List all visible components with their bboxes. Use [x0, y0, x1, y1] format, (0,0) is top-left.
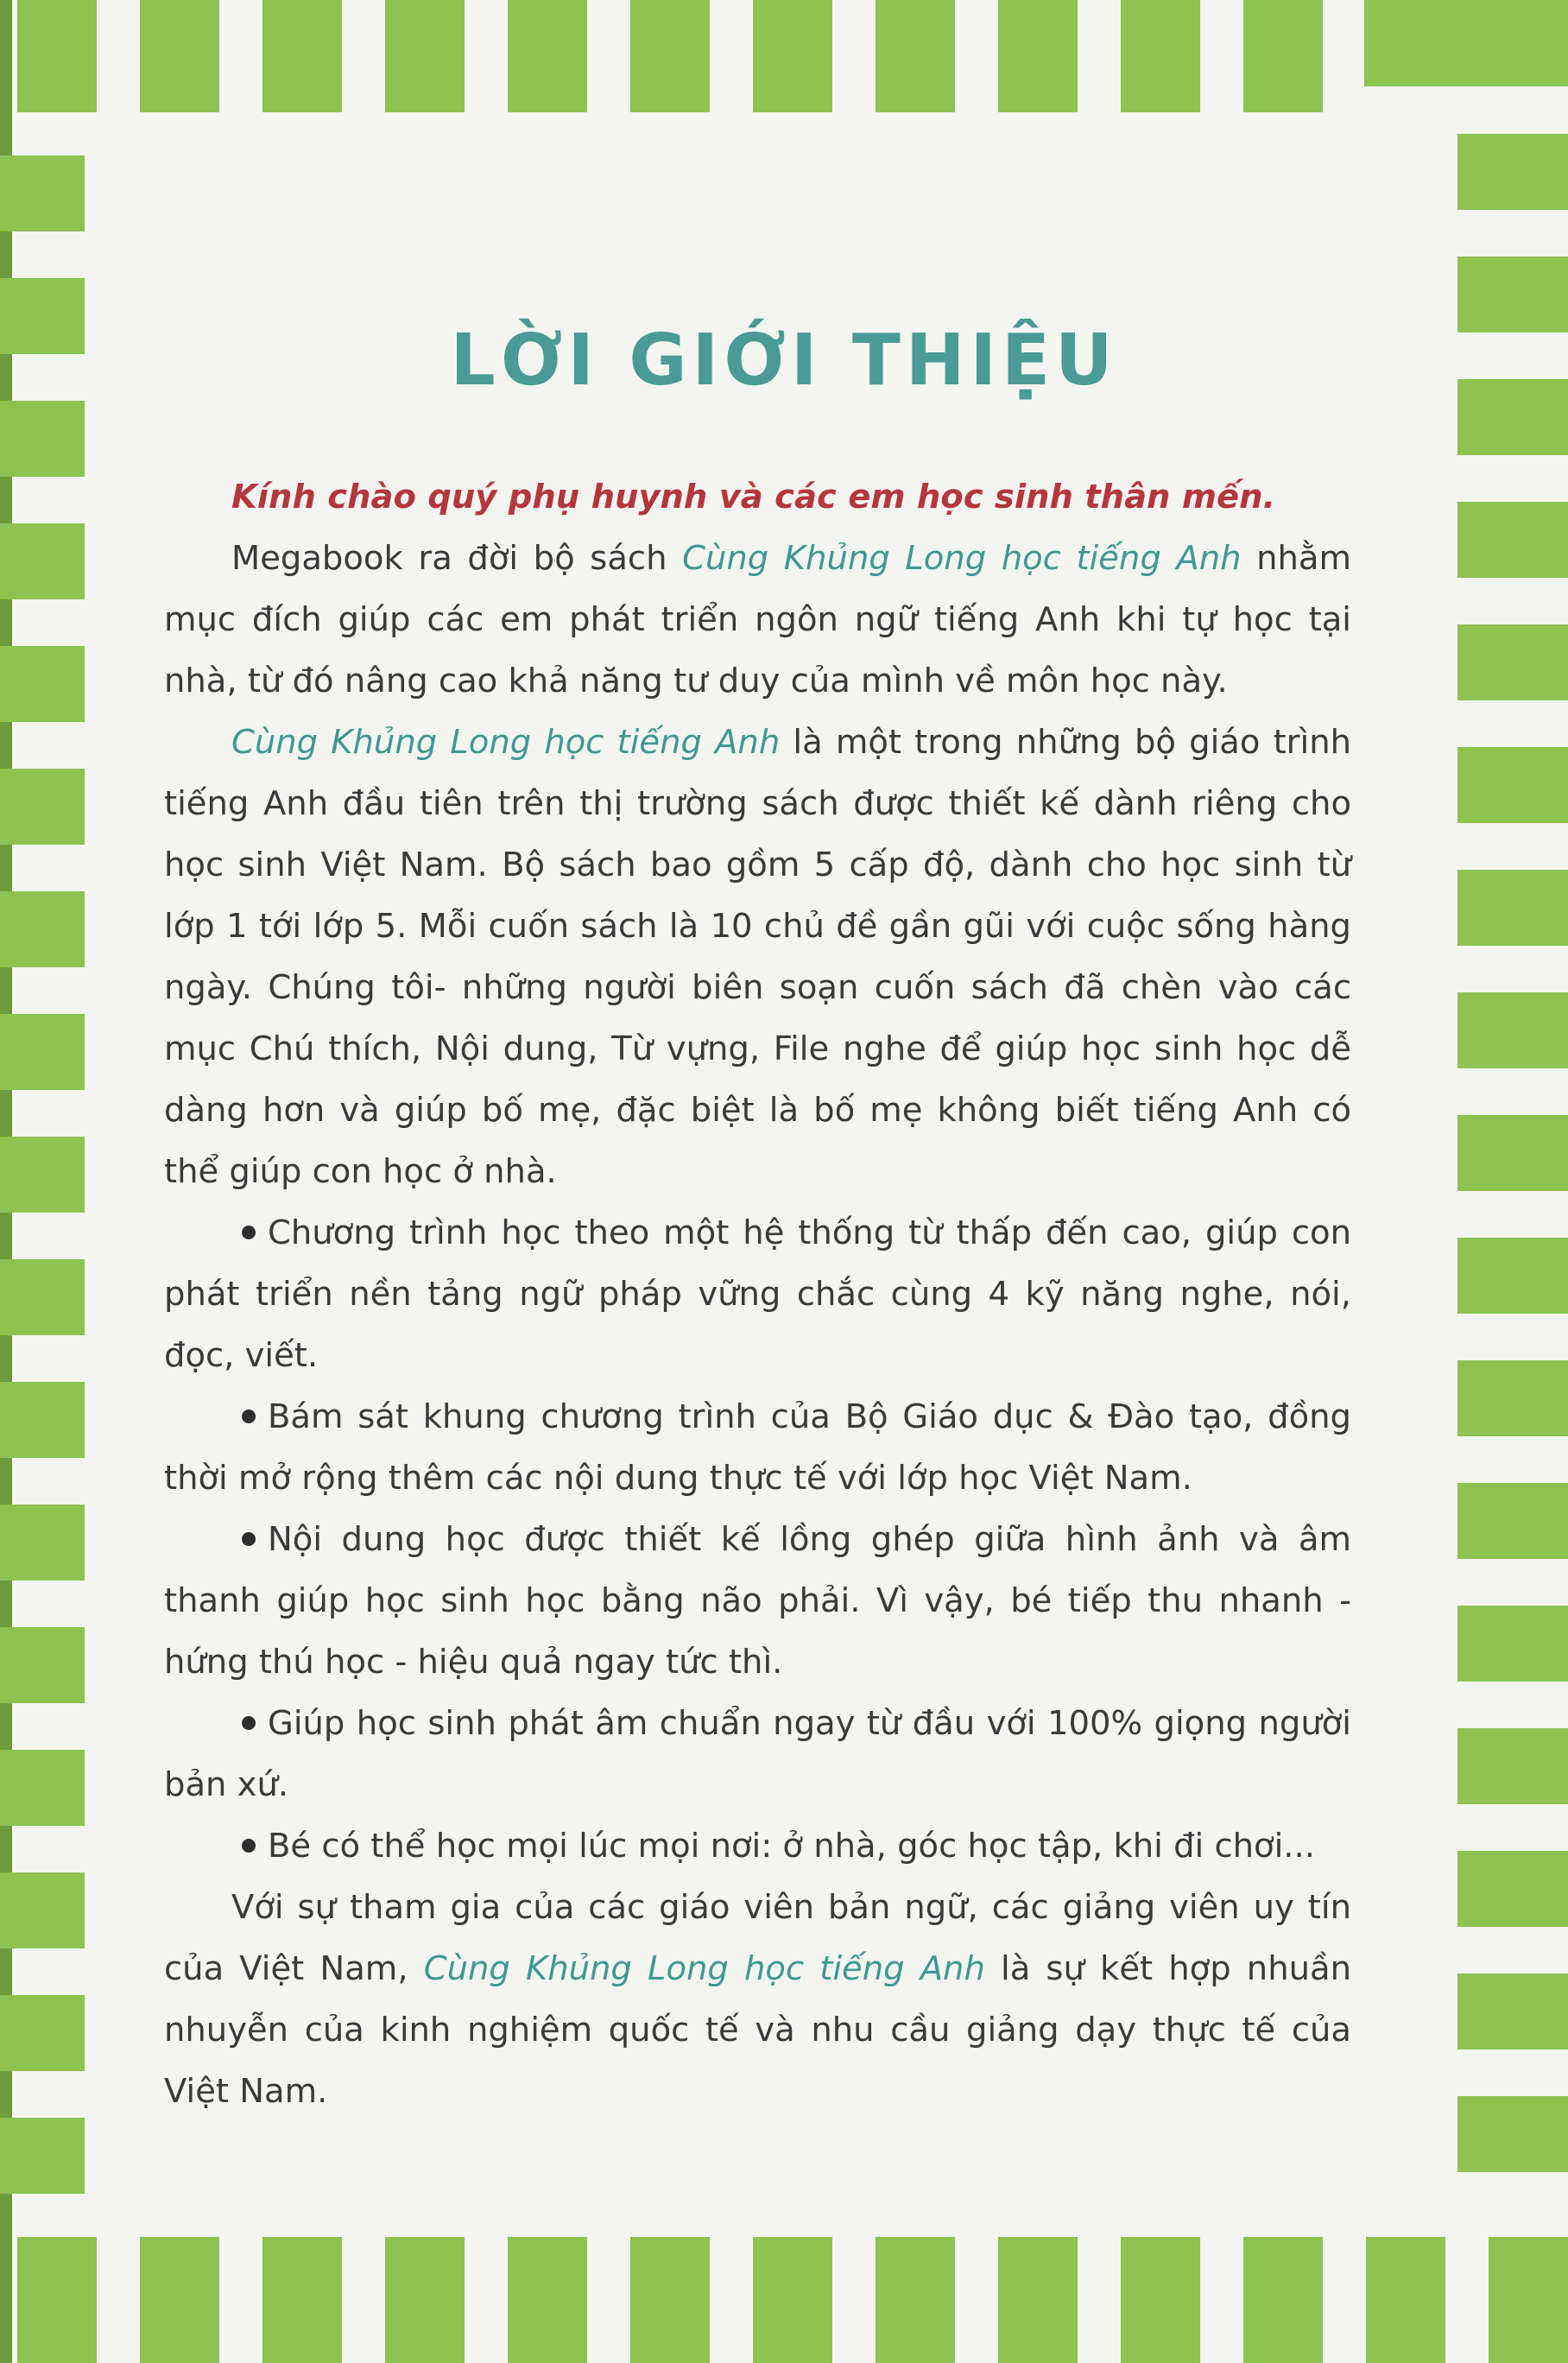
paragraph-intro-suffix: nhằm mục đích giúp các em phát triển ngôn ngữ tiếng Anh khi tự học tại nhà, từ đó nâng cao khả năng tư duy của mình về môn học này.	[164, 539, 1352, 700]
bullet-text: Giúp học sinh phát âm chuẩn ngay từ đầu với 100% giọng người bản xứ.	[164, 1704, 1351, 1804]
border-stripe-bottom	[753, 2237, 832, 2363]
border-stripe-left	[0, 1505, 85, 1581]
border-stripe-bottom	[385, 2237, 465, 2363]
border-stripe-left	[0, 769, 85, 845]
border-stripe-top	[753, 0, 832, 112]
border-stripe-right	[1457, 2096, 1568, 2172]
border-stripe-bottom	[262, 2237, 342, 2363]
border-stripe-left	[0, 1259, 85, 1335]
border-stripe-left	[0, 1014, 85, 1090]
paragraph-intro-prefix: Megabook ra đời bộ sách	[231, 539, 683, 578]
bullet-item	[164, 1693, 1351, 1815]
paragraph-description	[164, 712, 1351, 1202]
border-stripe-bottom	[1121, 2237, 1200, 2363]
bullet-item	[164, 1202, 1351, 1386]
border-stripe-right	[1457, 1973, 1568, 2049]
border-stripe-top	[1364, 0, 1568, 86]
bullet-dot-icon	[242, 1410, 256, 1423]
border-stripe-bottom	[876, 2237, 955, 2363]
border-stripe-left	[0, 1382, 85, 1458]
border-stripe-top	[385, 0, 465, 112]
paragraph-intro	[164, 528, 1351, 712]
border-stripe-bottom	[1366, 2237, 1445, 2363]
bullet-item	[164, 1815, 1351, 1877]
book-title-ref: Cùng Khủng Long học tiếng Anh	[231, 723, 781, 762]
bullet-text: Bé có thể học mọi lúc mọi nơi: ở nhà, góc học tập, khi đi chơi...	[268, 1827, 1315, 1866]
border-stripe-right	[1457, 1851, 1568, 1927]
border-stripe-top	[630, 0, 710, 112]
bullet-item	[164, 1509, 1351, 1693]
border-stripe-left	[0, 1750, 85, 1826]
book-title-ref: Cùng Khủng Long học tiếng Anh	[682, 539, 1242, 578]
border-stripe-top	[17, 0, 97, 112]
border-stripe-right	[1457, 1606, 1568, 1682]
border-stripe-right	[1457, 134, 1568, 210]
border-stripe-left	[0, 1872, 85, 1948]
border-stripe-bottom	[17, 2237, 97, 2363]
border-stripe-left	[0, 891, 85, 967]
border-stripe-right	[1457, 747, 1568, 823]
bullet-item	[164, 1386, 1351, 1509]
border-stripe-right	[1457, 992, 1568, 1068]
border-stripe-top	[508, 0, 587, 112]
border-stripe-top	[140, 0, 219, 112]
border-stripe-right	[1457, 502, 1568, 578]
border-stripe-left	[0, 155, 85, 231]
border-stripe-bottom	[508, 2237, 587, 2363]
border-stripe-right	[1457, 1728, 1568, 1804]
border-stripe-right	[1457, 1483, 1568, 1559]
border-stripe-right	[1457, 870, 1568, 946]
border-stripe-left	[0, 401, 85, 477]
book-title-ref: Cùng Khủng Long học tiếng Anh	[423, 1949, 985, 1988]
body-text	[164, 466, 1351, 2122]
border-stripe-bottom	[1243, 2237, 1323, 2363]
border-stripe-top	[262, 0, 342, 112]
bullet-text: Nội dung học được thiết kế lồng ghép giữa hình ảnh và âm thanh giúp học sinh học bằng não phải. Vì vậy, bé tiếp thu nhanh - hứng thú học - hiệu quả ngay tức thì.	[164, 1520, 1351, 1682]
border-stripe-bottom	[630, 2237, 710, 2363]
bullet-text: Chương trình học theo một hệ thống từ thấp đến cao, giúp con phát triển nền tảng ngữ pháp vững chắc cùng 4 kỹ năng nghe, nói, đọc, viết.	[164, 1213, 1351, 1375]
bullet-dot-icon	[242, 1716, 256, 1730]
border-stripe-bottom	[1489, 2237, 1568, 2363]
paragraph-closing-prefix: Với sự tham gia của các giáo viên bản ngữ, các giảng viên uy tín của Việt Nam,	[164, 1888, 1351, 1988]
border-stripe-left	[0, 2118, 85, 2194]
border-stripe-left	[0, 646, 85, 722]
border-stripe-bottom	[140, 2237, 219, 2363]
bullet-dot-icon	[242, 1226, 256, 1239]
border-stripe-top	[1243, 0, 1323, 112]
border-stripe-top	[876, 0, 955, 112]
page-title: LỜI GIỚI THIỆU	[450, 320, 1118, 402]
paragraph-description-text: là một trong những bộ giáo trình tiếng Anh đầu tiên trên thị trường sách được thiết kế dành riêng cho học sinh Việt Nam. Bộ sách bao gồm 5 cấp độ, dành cho học sinh từ lớp 1 tới lớp 5. Mỗi cuốn sách là 10 chủ đề gần gũi với cuộc sống hàng ngày. Chúng tôi- những người biên soạn cuốn sách đã chèn vào các mục Chú thích, Nội dung, Từ vựng, File nghe để giúp học sinh học dễ dàng hơn và giúp bố mẹ, đặc biệt là bố mẹ không biết tiếng Anh có thể giúp con học ở nhà.	[164, 723, 1352, 1191]
border-stripe-left	[0, 523, 85, 599]
border-stripe-top	[1121, 0, 1200, 112]
border-stripe-right	[1457, 1360, 1568, 1436]
border-stripe-right	[1457, 1238, 1568, 1314]
bullet-text: Bám sát khung chương trình của Bộ Giáo dục & Đào tạo, đồng thời mở rộng thêm các nội dung thực tế với lớp học Việt Nam.	[164, 1397, 1351, 1498]
greeting-line: Kính chào quý phụ huynh và các em học sinh thân mến.	[231, 478, 1276, 516]
paragraph-closing	[164, 1877, 1351, 2122]
bullet-dot-icon	[242, 1839, 256, 1853]
border-stripe-top	[998, 0, 1078, 112]
border-stripe-left	[0, 1627, 85, 1703]
border-stripe-left	[0, 1995, 85, 2071]
paragraph-closing-suffix: là sự kết hợp nhuần nhuyễn của kinh nghiệm quốc tế và nhu cầu giảng dạy thực tế của Việt Nam.	[164, 1949, 1351, 2111]
border-stripe-left	[0, 1137, 85, 1213]
border-stripe-right	[1457, 624, 1568, 700]
bullet-dot-icon	[242, 1532, 256, 1546]
border-stripe-right	[1457, 1115, 1568, 1191]
border-stripe-bottom	[998, 2237, 1078, 2363]
